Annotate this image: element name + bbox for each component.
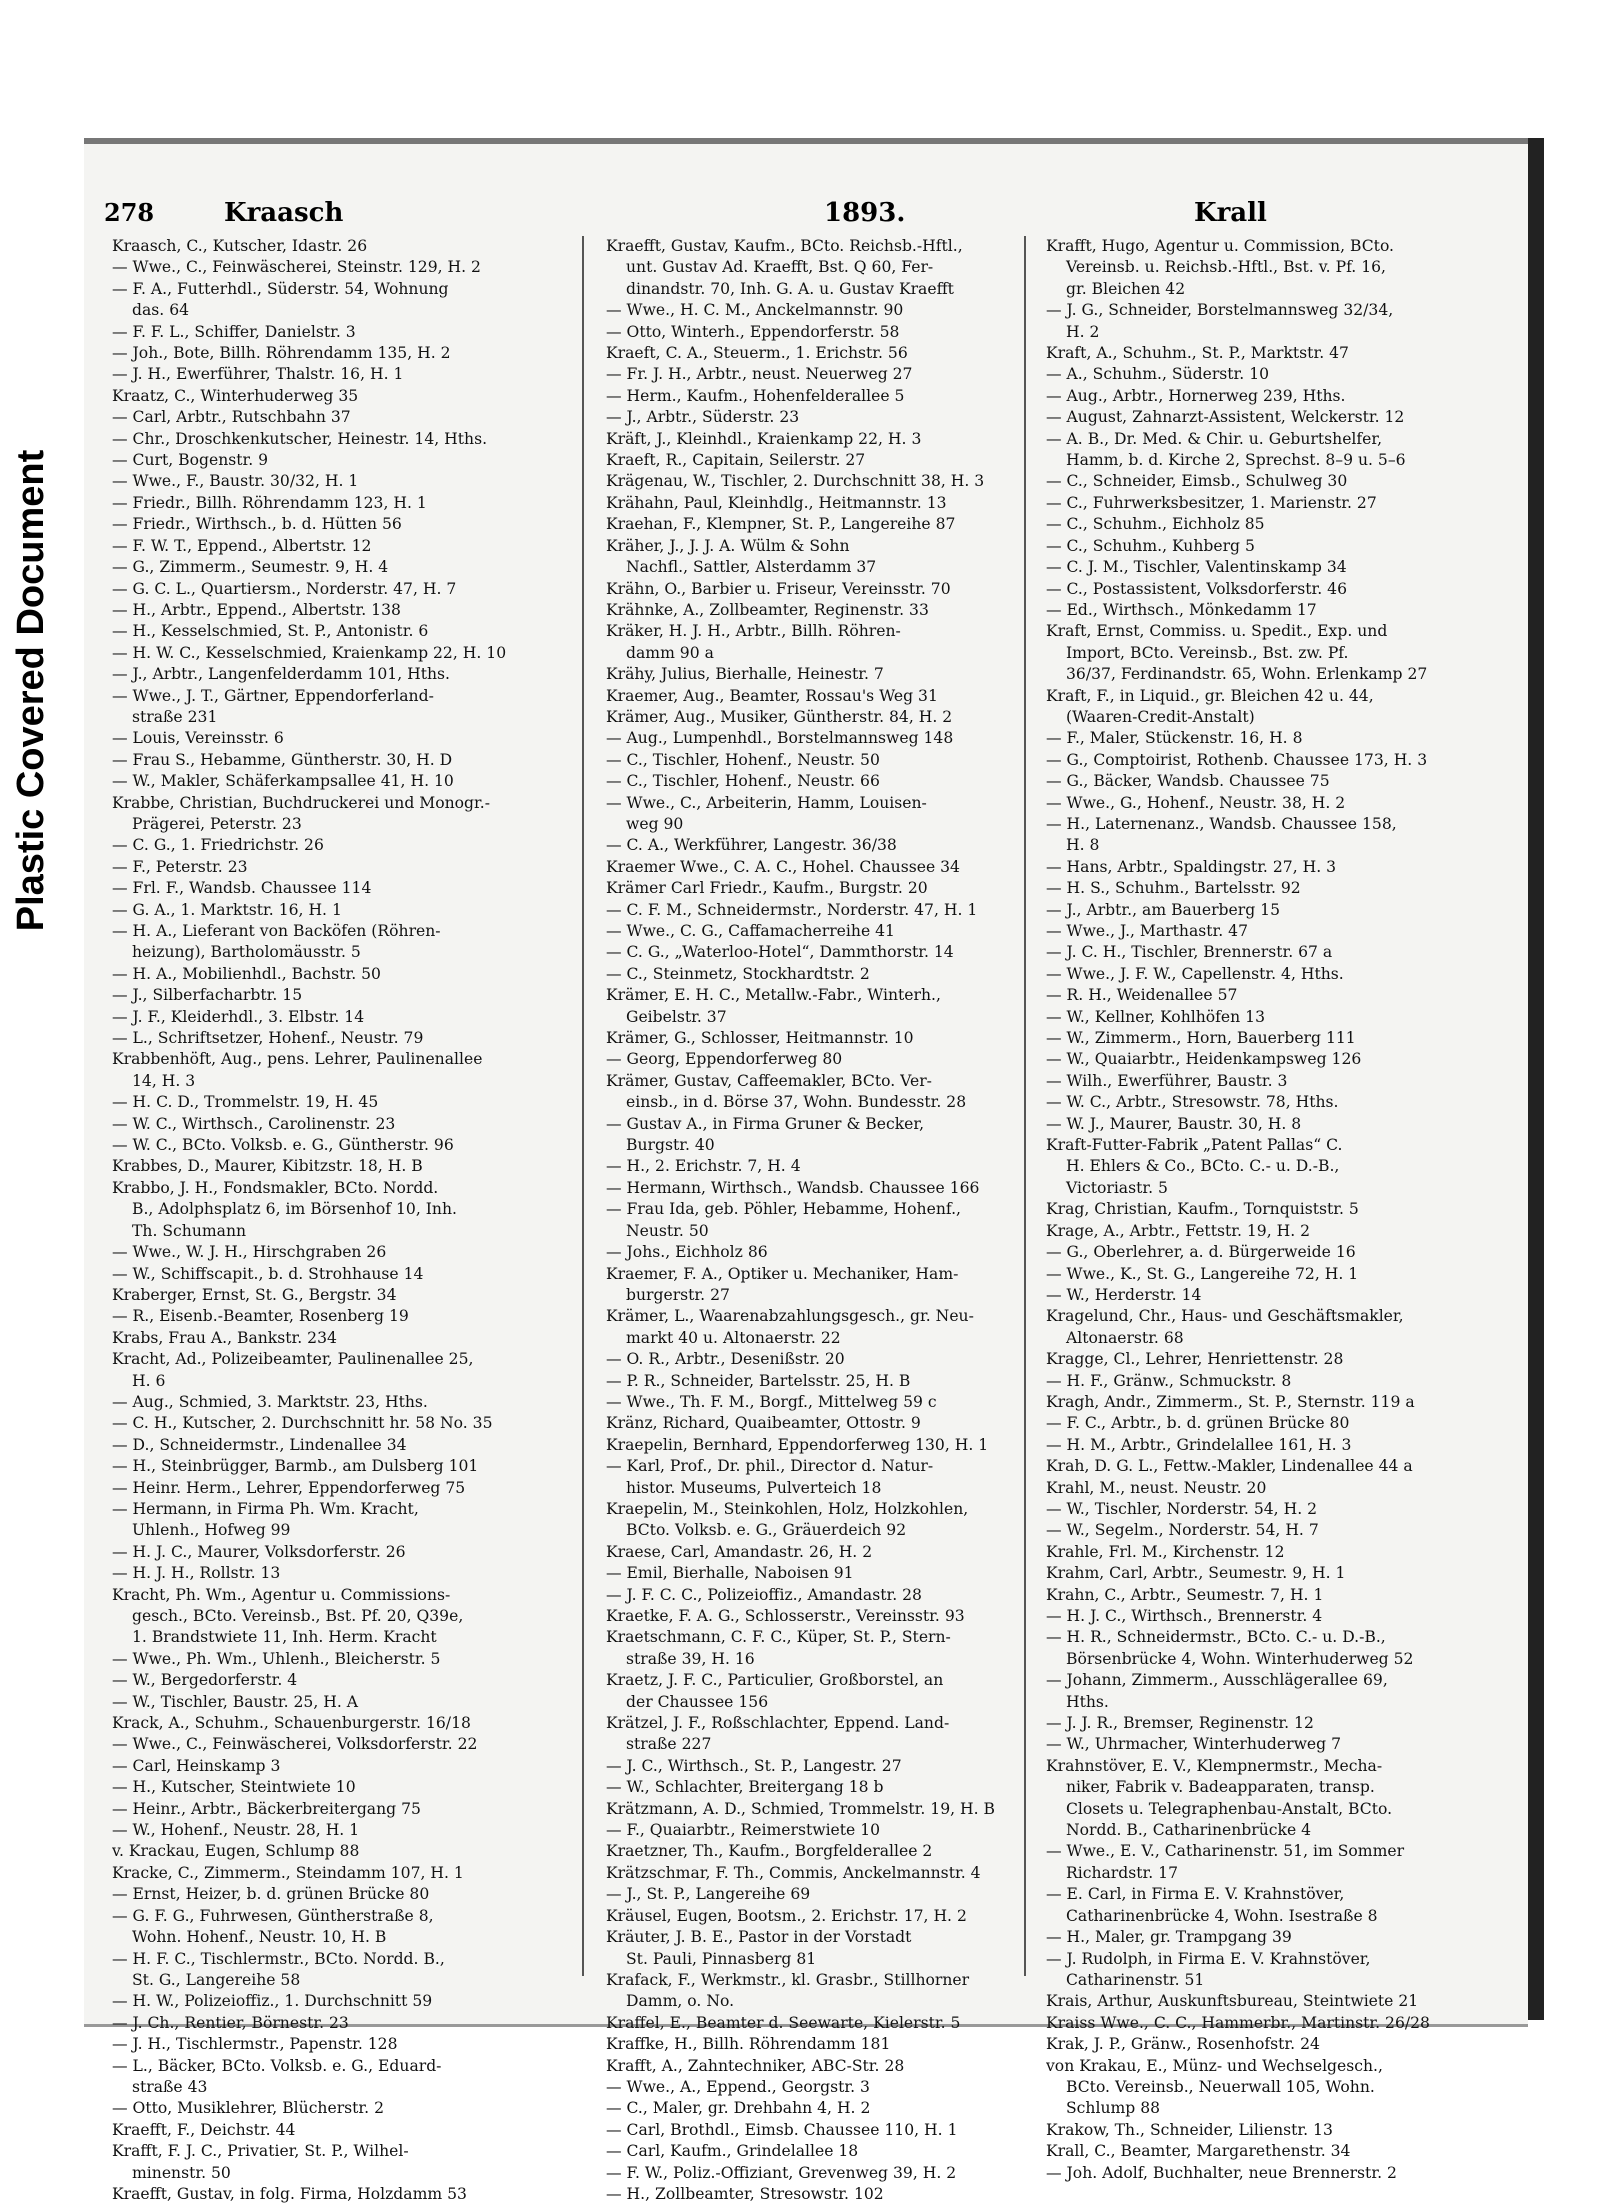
directory-entry-line: — H., Maler, gr. Trampgang 39 <box>1046 1928 1292 1947</box>
directory-entry-line: straße 39, H. 16 <box>626 1649 755 1668</box>
directory-entry-line: Krag, Christian, Kaufm., Tornquiststr. 5 <box>1046 1200 1359 1219</box>
directory-entry-line: — W., Tischler, Baustr. 25, H. A <box>112 1692 359 1711</box>
directory-entry-line: H. Ehlers & Co., BCto. C.- u. D.-B., <box>1066 1157 1340 1176</box>
directory-entry-line: straße 227 <box>626 1735 712 1754</box>
directory-entry-line: Kraft, A., Schuhm., St. P., Marktstr. 47 <box>1046 344 1349 363</box>
directory-entry-line: — J. J. R., Bremser, Reginenstr. 12 <box>1046 1714 1314 1733</box>
directory-entry-line: — H., Kesselschmied, St. P., Antonistr. 6 <box>112 622 429 641</box>
directory-entry-line: — H., Steinbrügger, Barmb., am Dulsberg 101 <box>112 1457 479 1476</box>
directory-entry-line: Closets u. Telegraphenbau-Anstalt, BCto. <box>1066 1799 1393 1818</box>
directory-entry-line: — C. G., „Waterloo-Hotel“, Dammthorstr. 14 <box>606 943 954 962</box>
directory-entry-line: — W., Segelm., Norderstr. 54, H. 7 <box>1046 1521 1319 1540</box>
directory-entry-line: — W. C., Wirthsch., Carolinenstr. 23 <box>112 1114 396 1133</box>
directory-entry-line: — C. H., Kutscher, 2. Durchschnitt hr. 58 No. 35 <box>112 1414 493 1433</box>
directory-entry-line: — W., Herderstr. 14 <box>1046 1285 1202 1304</box>
directory-entry-line: — W., Makler, Schäferkampsallee 41, H. 10 <box>112 772 454 791</box>
directory-entry-line: Neustr. 50 <box>626 1221 709 1240</box>
directory-entry-line: Krähnke, A., Zollbeamter, Reginenstr. 33 <box>606 600 929 619</box>
directory-entry-line: Krämer, L., Waarenabzahlungsgesch., gr. Neu- <box>606 1307 974 1326</box>
directory-entry-line: — Friedr., Billh. Röhrendamm 123, H. 1 <box>112 493 427 512</box>
directory-entry-line: der Chaussee 156 <box>626 1692 769 1711</box>
directory-entry-line: — G. F. G., Fuhrwesen, Güntherstraße 8, <box>112 1906 434 1925</box>
directory-entry-line: — H. F. C., Tischlermstr., BCto. Nordd. B., <box>112 1949 445 1968</box>
directory-entry-line: — H., Arbtr., Eppend., Albertstr. 138 <box>112 600 401 619</box>
directory-entry-line: — Wwe., Th. F. M., Borgf., Mittelweg 59 c <box>606 1392 937 1411</box>
directory-entry-line: — F. F. L., Schiffer, Danielstr. 3 <box>112 322 356 341</box>
directory-entry-line: gesch., BCto. Vereinsb., Bst. Pf. 20, Q39e, <box>132 1607 464 1625</box>
directory-entry-line: — H. S., Schuhm., Bartelsstr. 92 <box>1046 879 1301 898</box>
directory-entry-line: Hamm, b. d. Kirche 2, Sprechst. 8–9 u. 5–6 <box>1066 451 1406 470</box>
directory-entry-line: Krämer, Gustav, Caffeemakler, BCto. Ver- <box>606 1071 932 1090</box>
directory-entry-line: — H. J. C., Wirthsch., Brennerstr. 4 <box>1046 1607 1323 1625</box>
directory-entry-line: Kräft, J., Kleinhdl., Kraienkamp 22, H. 3 <box>606 429 922 448</box>
directory-entry-line: Kraft, Ernst, Commiss. u. Spedit., Exp. und <box>1046 622 1388 641</box>
directory-entry-line: Krafft, F. J. C., Privatier, St. P., Wilhel- <box>112 2142 409 2161</box>
directory-entry-line: niker, Fabrik v. Badeapparaten, transp. <box>1066 1778 1375 1797</box>
directory-entry-line: — W., Zimmerm., Horn, Bauerberg 111 <box>1046 1029 1356 1048</box>
directory-entry-line: — J. G., Schneider, Borstelmannsweg 32/34, <box>1046 301 1394 320</box>
directory-entry-line: — F., Maler, Stückenstr. 16, H. 8 <box>1046 729 1303 748</box>
directory-entry-line: Krämer Carl Friedr., Kaufm., Burgstr. 20 <box>606 879 928 898</box>
directory-entry-line: Damm, o. No. <box>626 1992 735 2011</box>
directory-entry-line: — E. Carl, in Firma E. V. Krahnstöver, <box>1046 1885 1345 1904</box>
directory-entry-line: — Herm., Kaufm., Hohenfelderallee 5 <box>606 386 905 405</box>
header-year: 1893. <box>824 198 906 228</box>
directory-entry-line: Kraberger, Ernst, St. G., Bergstr. 34 <box>112 1285 397 1304</box>
directory-entry-line: — H. R., Schneidermstr., BCto. C.- u. D.-B., <box>1046 1628 1386 1647</box>
directory-entry-line: — J., Arbtr., am Bauerberg 15 <box>1046 900 1281 919</box>
directory-entry-line: Nordd. B., Catharinenbrücke 4 <box>1066 1821 1312 1840</box>
page-edge-shadow <box>1528 138 1544 2020</box>
directory-entry-line: — Johs., Eichholz 86 <box>606 1243 768 1262</box>
directory-entry-line: — J. H., Ewerführer, Thalstr. 16, H. 1 <box>112 365 404 384</box>
directory-entry-line: Kraiss Wwe., C. C., Hammerbr., Martinstr. 26/28 <box>1046 2013 1430 2032</box>
directory-entry-line: St. G., Langereihe 58 <box>132 1970 301 1989</box>
header-left-word: Kraasch <box>224 198 344 228</box>
directory-entry-line: — J. H., Tischlermstr., Papenstr. 128 <box>112 2035 398 2054</box>
plastic-covered-text: Plastic Covered Document <box>10 449 53 931</box>
directory-entry-line: Krahnstöver, E. V., Klempnermstr., Mecha- <box>1046 1756 1383 1775</box>
directory-entry-line: Kraetz, J. F. C., Particulier, Großborstel, an <box>606 1671 944 1690</box>
directory-entry-line: Hths. <box>1066 1692 1109 1711</box>
directory-entry-line: Krak, J. P., Gränw., Rosenhofstr. 24 <box>1046 2035 1320 2054</box>
directory-entry-line: Geibelstr. 37 <box>626 1007 727 1026</box>
directory-entry-line: 36/37, Ferdinandstr. 65, Wohn. Erlenkamp 27 <box>1066 665 1428 684</box>
directory-entry-line: Kraft, F., in Liquid., gr. Bleichen 42 u. 44, <box>1046 686 1374 705</box>
directory-entry-line: Catharinenbrücke 4, Wohn. Isestraße 8 <box>1066 1906 1378 1925</box>
directory-entry-line: Wohn. Hohenf., Neustr. 10, H. B <box>132 1928 387 1947</box>
directory-entry-line: Krabs, Frau A., Bankstr. 234 <box>112 1328 337 1347</box>
directory-entry-line: 14, H. 3 <box>132 1071 196 1090</box>
directory-entry-line: weg 90 <box>626 814 684 833</box>
directory-entry-line: — C., Schneider, Eimsb., Schulweg 30 <box>1046 472 1348 491</box>
directory-entry-line: Kragelund, Chr., Haus- und Geschäftsmakler, <box>1046 1307 1404 1326</box>
directory-entry-line: Kräker, H. J. H., Arbtr., Billh. Röhren- <box>606 622 901 641</box>
directory-entry-line: — W. C., BCto. Volksb. e. G., Güntherstr. 96 <box>112 1136 454 1155</box>
directory-entry-line: — W. C., Arbtr., Stresowstr. 78, Hths. <box>1046 1093 1339 1112</box>
directory-entry-line: — C., Schuhm., Eichholz 85 <box>1046 515 1265 534</box>
directory-entry-line: — Hermann, in Firma Ph. Wm. Kracht, <box>112 1499 419 1518</box>
directory-entry-line: Kraffel, E., Beamter d. Seewarte, Kielerstr. 5 <box>606 2013 961 2032</box>
directory-entry-line: — W., Schiffscapit., b. d. Strohhause 14 <box>112 1264 424 1283</box>
directory-entry-line: Krähy, Julius, Bierhalle, Heinestr. 7 <box>606 665 884 684</box>
directory-entry-line: — R., Eisenb.-Beamter, Rosenberg 19 <box>112 1307 409 1326</box>
directory-entry-line: Kraffke, H., Billh. Röhrendamm 181 <box>606 2035 891 2054</box>
directory-entry-line: — Aug., Arbtr., Hornerweg 239, Hths. <box>1046 386 1346 405</box>
directory-entry-line: — Wwe., C., Arbeiterin, Hamm, Louisen- <box>606 793 927 812</box>
directory-entry-line: — Aug., Schmied, 3. Marktstr. 23, Hths. <box>112 1392 428 1411</box>
directory-entry-line: — Louis, Vereinsstr. 6 <box>112 729 284 748</box>
directory-entry-line: Krämer, G., Schlosser, Heitmannstr. 10 <box>606 1029 914 1048</box>
directory-entry-line: — A. B., Dr. Med. & Chir. u. Geburtshelfer, <box>1046 429 1383 448</box>
directory-entry-line: — J. F., Kleiderhdl., 3. Elbstr. 14 <box>112 1007 365 1026</box>
directory-entry-line: Kragge, Cl., Lehrer, Henriettenstr. 28 <box>1046 1350 1344 1369</box>
directory-entry-line: — Fr. J. H., Arbtr., neust. Neuerweg 27 <box>606 365 913 384</box>
directory-entry-line: — H. J. C., Maurer, Volksdorferstr. 26 <box>112 1542 406 1561</box>
directory-entry-line: — H., Kutscher, Steintwiete 10 <box>112 1778 356 1797</box>
directory-entry-line: — Wwe., W. J. H., Hirschgraben 26 <box>112 1243 387 1262</box>
header-right-word: Krall <box>1194 198 1267 228</box>
directory-entry-line: Victoriastr. 5 <box>1066 1178 1168 1197</box>
directory-entry-line: straße 231 <box>132 707 218 726</box>
directory-entry-line: — Gustav A., in Firma Gruner & Becker, <box>606 1114 925 1133</box>
directory-entry-line: Kraemer, F. A., Optiker u. Mechaniker, Ham- <box>606 1264 959 1283</box>
directory-entry-line: Th. Schumann <box>132 1221 247 1240</box>
directory-entry-line: — G., Comptoirist, Rothenb. Chaussee 173, H. 3 <box>1046 750 1428 769</box>
directory-entry-line: Kraeft, R., Capitain, Seilerstr. 27 <box>606 451 866 470</box>
directory-entry-line: — Hermann, Wirthsch., Wandsb. Chaussee 166 <box>606 1178 980 1197</box>
directory-entry-line: Krabbenhöft, Aug., pens. Lehrer, Paulinenallee <box>112 1050 483 1069</box>
directory-entry-line: — Frl. F., Wandsb. Chaussee 114 <box>112 879 372 898</box>
directory-entry-line: — Wwe., J. F. W., Capellenstr. 4, Hths. <box>1046 964 1344 983</box>
directory-entry-line: — W., Hohenf., Neustr. 28, H. 1 <box>112 1821 360 1840</box>
directory-entry-line: Krall, C., Beamter, Margarethenstr. 34 <box>1046 2142 1351 2161</box>
directory-entry-line: — H. A., Lieferant von Backöfen (Röhren- <box>112 922 441 940</box>
directory-entry-line: — L., Schriftsetzer, Hohenf., Neustr. 79 <box>112 1029 424 1048</box>
directory-entry-line: Kracke, C., Zimmerm., Steindamm 107, H. 1 <box>112 1863 464 1882</box>
directory-entry-line: — Ernst, Heizer, b. d. grünen Brücke 80 <box>112 1885 430 1904</box>
directory-entry-line: — Wwe., J., Marthastr. 47 <box>1046 922 1249 940</box>
directory-entry-line: — J., St. P., Langereihe 69 <box>606 1885 811 1904</box>
directory-entry-line: das. 64 <box>132 301 190 320</box>
directory-entry-line: Krahl, M., neust. Neustr. 20 <box>1046 1478 1267 1497</box>
directory-entry-line: — H., Zollbeamter, Stresowstr. 102 <box>606 2184 884 2203</box>
directory-entry-line: B., Adolphsplatz 6, im Börsenhof 10, Inh. <box>132 1200 457 1219</box>
directory-entry-line: — H., Laternenanz., Wandsb. Chaussee 158, <box>1046 814 1397 833</box>
directory-entry-line: Krack, A., Schuhm., Schauenburgerstr. 16/18 <box>112 1714 471 1733</box>
directory-page <box>84 138 1528 2203</box>
directory-entry-line: — J. C. H., Tischler, Brennerstr. 67 a <box>1046 943 1333 962</box>
directory-entry-line: Krahm, Carl, Arbtr., Seumestr. 9, H. 1 <box>1046 1564 1346 1583</box>
directory-entry-line: — F., Quaiarbtr., Reimerstwiete 10 <box>606 1821 881 1840</box>
directory-entry-line: — C. A., Werkführer, Langestr. 36/38 <box>606 836 897 855</box>
directory-entry-line: — Wwe., F., Baustr. 30/32, H. 1 <box>112 472 359 491</box>
directory-entry-line: Kraehan, F., Klempner, St. P., Langereihe 87 <box>606 515 956 534</box>
directory-entry-line: — W., Tischler, Norderstr. 54, H. 2 <box>1046 1499 1318 1518</box>
directory-entry-line: Kraemer, Aug., Beamter, Rossau's Weg 31 <box>606 686 938 705</box>
directory-entry-line: — Emil, Bierhalle, Naboisen 91 <box>606 1564 854 1583</box>
plastic-covered-label <box>8 340 56 1040</box>
directory-entry-line: Krämer, Aug., Musiker, Güntherstr. 84, H. 2 <box>606 707 953 726</box>
directory-entry-line: Kraeft, C. A., Steuerm., 1. Erichstr. 56 <box>606 344 908 363</box>
directory-entry-line: — C., Steinmetz, Stockhardtstr. 2 <box>606 964 870 983</box>
directory-entry-line: — Wwe., C. G., Caffamacherreihe 41 <box>606 922 895 940</box>
directory-entry-line: — Wwe., A., Eppend., Georgstr. 3 <box>606 2077 870 2096</box>
directory-entry-line: Börsenbrücke 4, Wohn. Winterhuderweg 52 <box>1066 1649 1414 1668</box>
directory-entry-line: — C., Tischler, Hohenf., Neustr. 50 <box>606 750 880 769</box>
directory-entry-line: Kräher, J., J. J. A. Wülm & Sohn <box>606 536 850 555</box>
directory-entry-line: — Georg, Eppendorferweg 80 <box>606 1050 843 1069</box>
directory-entry-line: — H., 2. Erichstr. 7, H. 4 <box>606 1157 801 1176</box>
directory-entry-line: Kraepelin, Bernhard, Eppendorferweg 130, H. 1 <box>606 1435 989 1454</box>
directory-entry-line: Kraetzner, Th., Kaufm., Borgfelderallee 2 <box>606 1842 933 1861</box>
directory-entry-line: — Aug., Lumpenhdl., Borstelmannsweg 148 <box>606 729 954 748</box>
directory-entry-line: — Chr., Droschkenkutscher, Heinestr. 14, Hths. <box>112 429 488 448</box>
directory-entry-line: Kränz, Richard, Quaibeamter, Ottostr. 9 <box>606 1414 921 1433</box>
directory-entry-line: — G., Oberlehrer, a. d. Bürgerweide 16 <box>1046 1243 1356 1262</box>
directory-entry-line: — C., Fuhrwerksbesitzer, 1. Marienstr. 27 <box>1046 493 1377 512</box>
directory-entry-line: — C. F. M., Schneidermstr., Norderstr. 47, H. 1 <box>606 900 978 919</box>
directory-entry-line: Krahn, C., Arbtr., Seumestr. 7, H. 1 <box>1046 1585 1324 1604</box>
directory-entry-line: — F. W., Poliz.-Offiziant, Grevenweg 39, H. 2 <box>606 2163 957 2182</box>
directory-entry-line: Krätzel, J. F., Roßschlachter, Eppend. Land- <box>606 1714 950 1733</box>
directory-entry-line: histor. Museums, Pulverteich 18 <box>626 1478 882 1497</box>
directory-entry-line: — Carl, Arbtr., Rutschbahn 37 <box>112 408 351 427</box>
directory-entry-line: — Carl, Heinskamp 3 <box>112 1756 281 1775</box>
directory-entry-line: Krahle, Frl. M., Kirchenstr. 12 <box>1046 1542 1285 1561</box>
directory-entry-line: — H. M., Arbtr., Grindelallee 161, H. 3 <box>1046 1435 1352 1454</box>
directory-entry-line: — A., Schuhm., Süderstr. 10 <box>1046 365 1270 384</box>
directory-entry-line: — P. R., Schneider, Bartelsstr. 25, H. B <box>606 1371 911 1390</box>
directory-entry-line: — C., Maler, gr. Drehbahn 4, H. 2 <box>606 2099 871 2118</box>
directory-entry-line: Schlump 88 <box>1066 2099 1161 2118</box>
directory-entry-line: Kraatz, C., Winterhuderweg 35 <box>112 386 359 405</box>
directory-entry-line: Krafft, A., Zahntechniker, ABC-Str. 28 <box>606 2056 905 2075</box>
directory-entry-line: Krätzmann, A. D., Schmied, Trommelstr. 19, H. B <box>606 1799 995 1818</box>
directory-entry-line: — C. J. M., Tischler, Valentinskamp 34 <box>1046 558 1347 577</box>
directory-entry-line: — C., Schuhm., Kuhberg 5 <box>1046 536 1255 555</box>
directory-entry-line: Kracht, Ph. Wm., Agentur u. Commissions- <box>112 1585 451 1604</box>
directory-entry-line: — W., Kellner, Kohlhöfen 13 <box>1046 1007 1266 1026</box>
directory-entry-line: heizung), Bartholomäusstr. 5 <box>132 943 361 962</box>
directory-entry-line: — G., Zimmerm., Seumestr. 9, H. 4 <box>112 558 389 577</box>
directory-column-right <box>1046 236 1516 2184</box>
directory-entry-line: Kraefft, Gustav, in folg. Firma, Holzdamm 53 <box>112 2184 467 2203</box>
directory-entry-line: — J. F. C. C., Polizeioffiz., Amandastr. 28 <box>606 1585 922 1604</box>
directory-entry-line: — W., Schlachter, Breitergang 18 b <box>606 1778 884 1797</box>
directory-entry-line: — H. C. D., Trommelstr. 19, H. 45 <box>112 1093 379 1112</box>
directory-entry-line: — Joh. Adolf, Buchhalter, neue Brennerstr. 2 <box>1046 2163 1397 2182</box>
directory-entry-line: — Wwe., K., St. G., Langereihe 72, H. 1 <box>1046 1264 1359 1283</box>
directory-column-middle <box>606 236 1026 2205</box>
directory-entry-line: — Otto, Musiklehrer, Blücherstr. 2 <box>112 2099 385 2118</box>
directory-entry-line: Uhlenh., Hofweg 99 <box>132 1521 291 1540</box>
directory-entry-line: von Krakau, E., Münz- und Wechselgesch., <box>1046 2056 1383 2075</box>
directory-entry-line: — Karl, Prof., Dr. phil., Director d. Natur- <box>606 1457 934 1476</box>
directory-entry-line: — Friedr., Wirthsch., b. d. Hütten 56 <box>112 515 402 534</box>
directory-entry-line: Kraefft, Gustav, Kaufm., BCto. Reichsb.-Hftl., <box>606 237 963 255</box>
directory-entry-line: Krafack, F., Werkmstr., kl. Grasbr., Stillhorner <box>606 1970 970 1989</box>
directory-entry-line: Burgstr. 40 <box>626 1136 715 1155</box>
directory-entry-line: Catharinenstr. 51 <box>1066 1970 1205 1989</box>
directory-entry-line: — R. H., Weidenallee 57 <box>1046 986 1238 1005</box>
directory-entry-line: — Johann, Zimmerm., Ausschlägerallee 69, <box>1046 1671 1388 1690</box>
directory-entry-line: — H. J. H., Rollstr. 13 <box>112 1564 281 1583</box>
directory-entry-line: Kraefft, F., Deichstr. 44 <box>112 2120 296 2139</box>
directory-entry-line: — Carl, Brothdl., Eimsb. Chaussee 110, H. 1 <box>606 2120 958 2139</box>
directory-entry-line: — H. W., Polizeioffiz., 1. Durchschnitt 59 <box>112 1992 433 2011</box>
directory-entry-line: H. 2 <box>1066 322 1100 341</box>
directory-entry-line: Vereinsb. u. Reichsb.-Hftl., Bst. v. Pf. 16, <box>1066 258 1386 277</box>
directory-entry-line: Altonaerstr. 68 <box>1066 1328 1184 1347</box>
directory-entry-line: — F., Peterstr. 23 <box>112 857 248 876</box>
directory-entry-line: einsb., in d. Börse 37, Wohn. Bundesstr. 28 <box>626 1093 967 1112</box>
directory-entry-line: — W., Bergedorferstr. 4 <box>112 1671 298 1690</box>
directory-entry-line: — G., Bäcker, Wandsb. Chaussee 75 <box>1046 772 1330 791</box>
directory-entry-line: Krätzschmar, F. Th., Commis, Anckelmannstr. 4 <box>606 1863 981 1882</box>
directory-entry-line: Kraasch, C., Kutscher, Idastr. 26 <box>112 237 368 255</box>
directory-entry-line: — J., Silberfacharbtr. 15 <box>112 986 303 1005</box>
directory-entry-line: — F. C., Arbtr., b. d. grünen Brücke 80 <box>1046 1414 1350 1433</box>
directory-entry-line: — Wwe., C., Feinwäscherei, Steinstr. 129, H. 2 <box>112 258 481 277</box>
directory-entry-line: — G. C. L., Quartiersm., Norderstr. 47, H. 7 <box>112 579 457 598</box>
column-rule-left <box>582 236 584 1976</box>
directory-entry-line: Krah, D. G. L., Fettw.-Makler, Lindenallee 44 a <box>1046 1457 1413 1476</box>
directory-entry-line: markt 40 u. Altonaerstr. 22 <box>626 1328 841 1347</box>
directory-entry-line: burgerstr. 27 <box>626 1285 730 1304</box>
directory-entry-line: Krähahn, Paul, Kleinhdlg., Heitmannstr. 13 <box>606 493 947 512</box>
directory-entry-line: Richardstr. 17 <box>1066 1863 1179 1882</box>
directory-entry-line: Kräuter, J. B. E., Pastor in der Vorstadt <box>606 1928 912 1947</box>
directory-entry-line: — Wwe., J. T., Gärtner, Eppendorferland- <box>112 686 434 705</box>
directory-entry-line: Kraemer Wwe., C. A. C., Hohel. Chaussee 34 <box>606 857 960 876</box>
directory-entry-line: — H. F., Gränw., Schmuckstr. 8 <box>1046 1371 1292 1390</box>
directory-entry-line: — C. G., 1. Friedrichstr. 26 <box>112 836 324 855</box>
directory-entry-line: unt. Gustav Ad. Kraefft, Bst. Q 60, Fer- <box>626 258 934 277</box>
directory-entry-line: Krais, Arthur, Auskunftsbureau, Steintwiete 21 <box>1046 1992 1419 2011</box>
directory-entry-line: — L., Bäcker, BCto. Volksb. e. G., Eduard- <box>112 2056 442 2075</box>
directory-entry-line: gr. Bleichen 42 <box>1066 279 1186 298</box>
directory-entry-line: — C., Tischler, Hohenf., Neustr. 66 <box>606 772 880 791</box>
directory-entry-line: Krähn, O., Barbier u. Friseur, Vereinsstr. 70 <box>606 579 951 598</box>
directory-entry-line: v. Krackau, Eugen, Schlump 88 <box>112 1842 360 1861</box>
directory-entry-line: Kraft-Futter-Fabrik „Patent Pallas“ C. <box>1046 1136 1343 1155</box>
directory-entry-line: Krabbes, D., Maurer, Kibitzstr. 18, H. B <box>112 1157 423 1176</box>
directory-entry-line: — D., Schneidermstr., Lindenallee 34 <box>112 1435 407 1454</box>
directory-entry-line: — J., Arbtr., Langenfelderdamm 101, Hths. <box>112 665 450 684</box>
directory-entry-line: — F. W. T., Eppend., Albertstr. 12 <box>112 536 372 555</box>
page-number: 278 <box>104 198 155 227</box>
directory-entry-line: Krabbe, Christian, Buchdruckerei und Monogr.- <box>112 793 490 812</box>
page-header <box>104 198 1508 238</box>
directory-entry-line: — Wwe., Ph. Wm., Uhlenh., Bleicherstr. 5 <box>112 1649 441 1668</box>
directory-entry-line: — Heinr. Herm., Lehrer, Eppendorferweg 75 <box>112 1478 466 1497</box>
directory-entry-line: — W. J., Maurer, Baustr. 30, H. 8 <box>1046 1114 1302 1133</box>
directory-entry-line: Kraetke, F. A. G., Schlosserstr., Vereinsstr. 93 <box>606 1607 965 1625</box>
directory-entry-line: — Heinr., Arbtr., Bäckerbreitergang 75 <box>112 1799 421 1818</box>
directory-entry-line: Kraetschmann, C. F. C., Küper, St. P., Stern- <box>606 1628 951 1647</box>
directory-entry-line: — Curt, Bogenstr. 9 <box>112 451 269 470</box>
directory-entry-line: — O. R., Arbtr., Desenißstr. 20 <box>606 1350 845 1369</box>
directory-entry-line: — Carl, Kaufm., Grindelallee 18 <box>606 2142 859 2161</box>
directory-entry-line: — Wwe., E. V., Catharinenstr. 51, im Sommer <box>1046 1842 1405 1861</box>
directory-entry-line: Kräusel, Eugen, Bootsm., 2. Erichstr. 17, H. 2 <box>606 1906 967 1925</box>
directory-entry-line: — G. A., 1. Marktstr. 16, H. 1 <box>112 900 342 919</box>
directory-entry-line: Kracht, Ad., Polizeibeamter, Paulinenallee 25, <box>112 1350 474 1369</box>
directory-entry-line: Krafft, Hugo, Agentur u. Commission, BCto. <box>1046 237 1395 255</box>
directory-entry-line: St. Pauli, Pinnasberg 81 <box>626 1949 817 1968</box>
directory-entry-line: — Ed., Wirthsch., Mönkedamm 17 <box>1046 600 1317 619</box>
directory-entry-line: straße 43 <box>132 2077 208 2096</box>
directory-entry-line: — Frau S., Hebamme, Güntherstr. 30, H. D <box>112 750 453 769</box>
directory-entry-line: 1. Brandstwiete 11, Inh. Herm. Kracht <box>132 1628 437 1647</box>
directory-entry-line: dinandstr. 70, Inh. G. A. u. Gustav Kraefft <box>626 279 954 298</box>
directory-column-left <box>112 236 532 2205</box>
directory-entry-line: — C., Postassistent, Volksdorferstr. 46 <box>1046 579 1348 598</box>
directory-entry-line: Nachfl., Sattler, Alsterdamm 37 <box>626 558 877 577</box>
directory-entry-line: — Joh., Bote, Billh. Röhrendamm 135, H. 2 <box>112 344 451 363</box>
directory-entry-line: — J., Arbtr., Süderstr. 23 <box>606 408 800 427</box>
directory-entry-line: Kragh, Andr., Zimmerm., St. P., Sternstr. 119 a <box>1046 1392 1415 1411</box>
directory-entry-line: — W., Quaiarbtr., Heidenkampsweg 126 <box>1046 1050 1362 1069</box>
directory-entry-line: H. 8 <box>1066 836 1100 855</box>
directory-entry-line: Krage, A., Arbtr., Fettstr. 19, H. 2 <box>1046 1221 1311 1240</box>
directory-entry-line: damm 90 a <box>626 643 714 662</box>
directory-entry-line: — Wwe., H. C. M., Anckelmannstr. 90 <box>606 301 904 320</box>
directory-entry-line: — Wwe., C., Feinwäscherei, Volksdorferstr. 22 <box>112 1735 478 1754</box>
directory-entry-line: — H. A., Mobilienhdl., Bachstr. 50 <box>112 964 381 983</box>
directory-entry-line: Krägenau, W., Tischler, 2. Durchschnitt 38, H. 3 <box>606 472 985 491</box>
directory-entry-line: Prägerei, Peterstr. 23 <box>132 814 302 833</box>
directory-entry-line: — Otto, Winterh., Eppendorferstr. 58 <box>606 322 900 341</box>
directory-entry-line: — F. A., Futterhdl., Süderstr. 54, Wohnung <box>112 279 449 298</box>
directory-entry-line: BCto. Volksb. e. G., Gräuerdeich 92 <box>626 1521 907 1540</box>
directory-entry-line: — Frau Ida, geb. Pöhler, Hebamme, Hohenf., <box>606 1200 961 1219</box>
directory-entry-line: — August, Zahnarzt-Assistent, Welckerstr. 12 <box>1046 408 1405 427</box>
directory-entry-line: H. 6 <box>132 1371 166 1390</box>
directory-entry-line: — Wwe., G., Hohenf., Neustr. 38, H. 2 <box>1046 793 1346 812</box>
directory-entry-line: BCto. Vereinsb., Neuerwall 105, Wohn. <box>1066 2077 1375 2096</box>
directory-entry-line: Kraepelin, M., Steinkohlen, Holz, Holzkohlen, <box>606 1499 969 1518</box>
directory-entry-line: Krabbo, J. H., Fondsmakler, BCto. Nordd. <box>112 1178 439 1197</box>
directory-entry-line: minenstr. 50 <box>132 2163 231 2182</box>
directory-entry-line: Krakow, Th., Schneider, Lilienstr. 13 <box>1046 2120 1333 2139</box>
directory-entry-line: — Hans, Arbtr., Spaldingstr. 27, H. 3 <box>1046 857 1337 876</box>
directory-entry-line: Krämer, E. H. C., Metallw.-Fabr., Winterh., <box>606 986 941 1005</box>
directory-entry-line: (Waaren-Credit-Anstalt) <box>1066 707 1255 726</box>
directory-entry-line: — W., Uhrmacher, Winterhuderweg 7 <box>1046 1735 1342 1754</box>
directory-entry-line: — H. W. C., Kesselschmied, Kraienkamp 22, H. 10 <box>112 643 507 662</box>
directory-entry-line: Kraese, Carl, Amandastr. 26, H. 2 <box>606 1542 873 1561</box>
directory-entry-line: — J. Ch., Rentier, Börnestr. 23 <box>112 2013 349 2032</box>
directory-entry-line: Import, BCto. Vereinsb., Bst. zw. Pf. <box>1066 643 1349 662</box>
directory-entry-line: — J. Rudolph, in Firma E. V. Krahnstöver, <box>1046 1949 1371 1968</box>
directory-entry-line: — Wilh., Ewerführer, Baustr. 3 <box>1046 1071 1288 1090</box>
directory-entry-line: — J. C., Wirthsch., St. P., Langestr. 27 <box>606 1756 902 1775</box>
